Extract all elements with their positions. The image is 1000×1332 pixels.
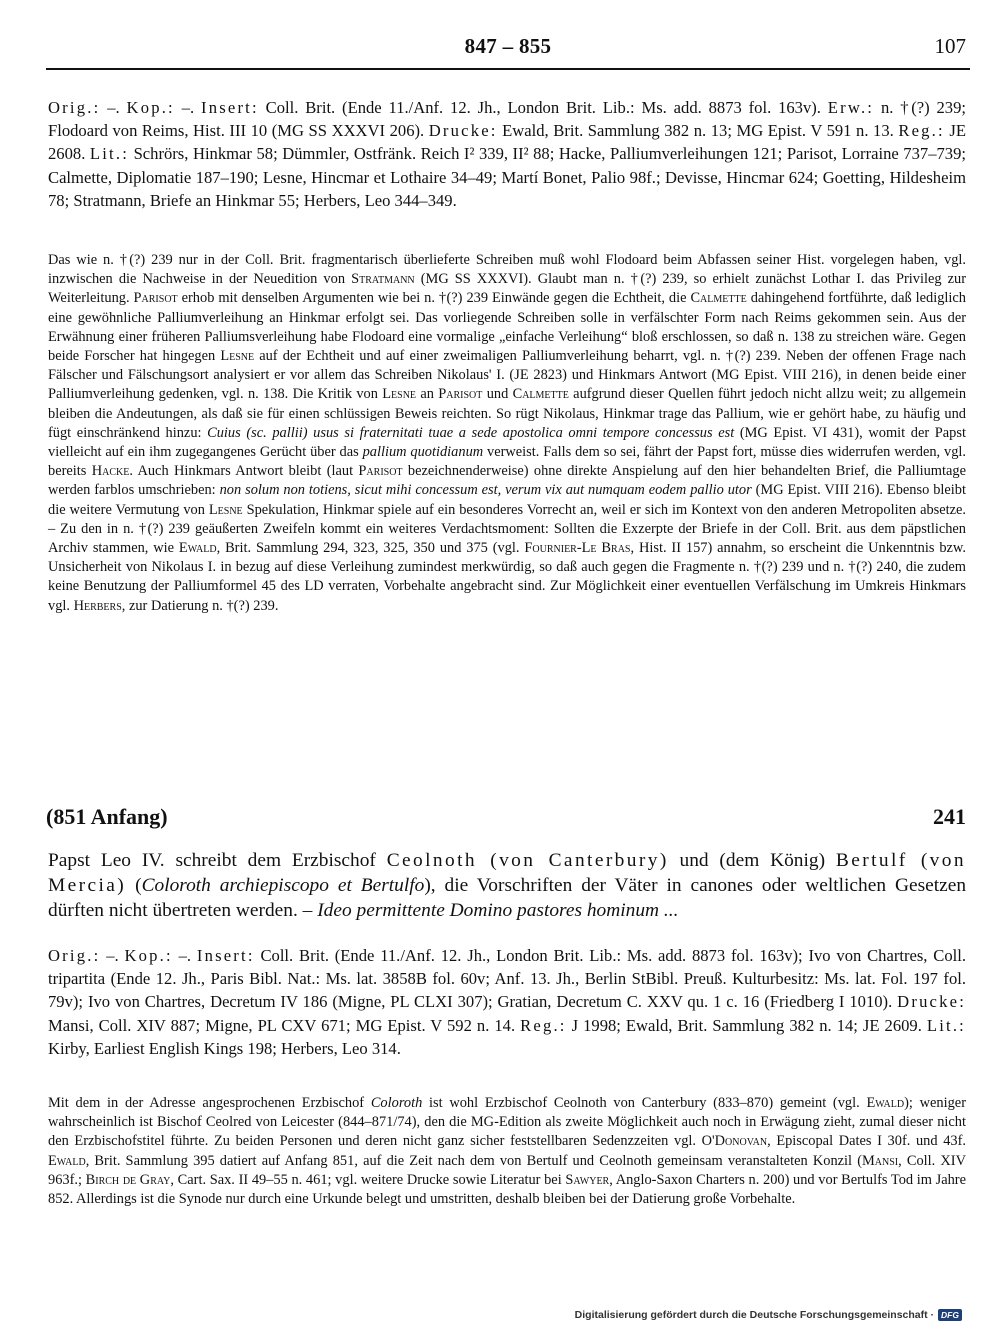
commentary-text: und bbox=[482, 386, 513, 403]
entry-number: 241 bbox=[933, 804, 966, 829]
author-name: Lesne bbox=[220, 348, 255, 365]
reg-label: Reg.: bbox=[898, 121, 945, 141]
page-number: 107 bbox=[934, 34, 966, 58]
person-name: Bertulf (von Mercia) bbox=[48, 850, 966, 896]
latin-quote: pallium quotidianum bbox=[362, 444, 484, 461]
author-name: Lesne bbox=[382, 386, 417, 403]
reg-value: JE 2608. bbox=[48, 121, 967, 164]
author-name: O'Donovan bbox=[701, 1133, 768, 1150]
regest-text: und (dem König) bbox=[668, 850, 836, 871]
kop-value: –. bbox=[172, 946, 197, 965]
commentary-text: , Coll. XIV 963f.; bbox=[48, 1152, 966, 1188]
reg-label: Reg.: bbox=[520, 1015, 567, 1035]
entry-240-sources bbox=[48, 96, 966, 212]
author-name: Birch de Gray bbox=[85, 1171, 171, 1188]
commentary-text: an bbox=[416, 386, 439, 403]
kop-label: Kop.: bbox=[124, 946, 173, 965]
incipit: Ideo permittente Domino pastores hominum ... bbox=[317, 900, 679, 921]
running-title: 847 – 855 bbox=[464, 34, 552, 58]
commentary-text: auf der Echtheit und auf einer zweimaligen Palliumverleihung beharrt, vgl. n. †(?) 239. Neben der offenen Frage nach Fälscher und Fälschungsort analysiert er vor allem das Schreiben Nikolaus' I. (JE 2823) und Hinkmars Antwort (MG Epist. VIII 216), in denen beide einer Palliumverleihung gedenken, vgl. n. 138. Die Kritik von bbox=[48, 348, 966, 403]
kop-label: Kop.: bbox=[126, 98, 175, 117]
commentary-text: , Brit. Sammlung 395 datiert auf Anfang 851, auf die Zeit nach dem von Bertulf und Ceolnoth gemeinsam veranstalteten Konzil ( bbox=[85, 1152, 862, 1169]
author-name: Lesne bbox=[208, 501, 243, 518]
insert-label: Insert: bbox=[196, 946, 255, 965]
author-name: Ewald bbox=[866, 1095, 905, 1111]
header-rule bbox=[46, 68, 970, 70]
commentary-text: bezeichnenderweise) ohne direkte Anspielung auf den hier behandelten Brief, die Palliumtage werden farblos umschrieben: bbox=[48, 463, 966, 499]
entry-241-commentary bbox=[48, 1094, 966, 1209]
author-name: Sawyer bbox=[565, 1171, 610, 1188]
latin-quote: Cuius (sc. pallii) usus si fraternitati tuae a sede apostolica omni tempore concessus est bbox=[207, 424, 735, 441]
person-name: Ceolnoth (von Canterbury) bbox=[386, 850, 669, 871]
insert-value: Coll. Brit. (Ende 11./Anf. 12. Jh., London Brit. Lib.: Ms. add. 8873 fol. 163v). bbox=[258, 98, 828, 117]
regest-text: Papst Leo IV. schreibt dem Erzbischof bbox=[48, 850, 387, 871]
insert-label: Insert: bbox=[201, 98, 259, 117]
entry-241-regest bbox=[48, 848, 966, 923]
erw-label: Erw.: bbox=[827, 98, 875, 117]
author-name: Ewald bbox=[48, 1152, 86, 1169]
entry-241-heading bbox=[46, 804, 966, 834]
commentary-text: , Cart. Sax. II 49–55 n. 461; vgl. weitere Drucke sowie Literatur bei bbox=[170, 1171, 566, 1188]
commentary-text: ist wohl Erzbischof Ceolnoth von Canterbury (833–870) gemeint (vgl. bbox=[422, 1095, 867, 1111]
commentary-text: aufgrund dieser Quellen führt jedoch nicht allzu weit; zu allgemein bleiben die Andeutungen, als daß sie für einen schlüssigen Beweis reichten. So rügt Nikolaus, Hinkmar trage das Pallium, wie er gehört habe, zu häufig und fügt einschränkend hinzu: bbox=[48, 386, 967, 441]
commentary-text: , Episcopal Dates I 30f. und 43f. bbox=[767, 1133, 966, 1150]
orig-label: Orig.: bbox=[48, 98, 101, 117]
address-quote: Coloroth archiepiscopo et Bertulfo bbox=[141, 875, 425, 896]
commentary-text: erhob mit denselben Argumenten wie bei n. †(?) 239 Einwände gegen die Echtheit, die bbox=[177, 290, 691, 307]
orig-label: Orig.: bbox=[48, 946, 101, 965]
author-name: Stratmann bbox=[351, 271, 415, 288]
latin-quote: non solum non totiens, sicut mihi concessum est, verum vix aut numquam eodem pallio utor bbox=[219, 482, 752, 499]
author-name: Herbers bbox=[73, 597, 122, 614]
dfg-logo-icon: DFG bbox=[938, 1309, 962, 1321]
author-name: Hacke bbox=[91, 463, 130, 480]
author-name: Ewald bbox=[178, 540, 217, 557]
reg-value: J 1998; Ewald, Brit. Sammlung 382 n. 14; JE 2609. bbox=[566, 1015, 927, 1035]
regest-text: ), die Vorschriften der Väter in canones oder weltlichen Gesetzen dürften nicht übertreten werden. – bbox=[48, 875, 967, 921]
commentary-text: (MG Epist. VI 431), womit der Papst vielleicht auf ein ihm zugegangenes Gerücht über das bbox=[48, 424, 966, 461]
regest-text: ( bbox=[126, 875, 142, 896]
commentary-text: Mit dem in der Adresse angesprochenen Erzbischof bbox=[48, 1095, 371, 1111]
drucke-value: Ewald, Brit. Sammlung 382 n. 13; MG Epist. V 591 n. 13. bbox=[497, 121, 899, 141]
commentary-text: . Auch Hinkmars Antwort bleibt (laut bbox=[129, 463, 359, 480]
entry-date: (851 Anfang) bbox=[46, 804, 168, 829]
commentary-text: , Brit. Sammlung 294, 323, 325, 350 und 375 (vgl. bbox=[216, 540, 525, 557]
lit-value: Kirby, Earliest English Kings 198; Herbers, Leo 314. bbox=[48, 1038, 401, 1058]
author-name: Parisot bbox=[358, 463, 403, 480]
orig-value: –. bbox=[100, 98, 127, 117]
author-name: Calmette bbox=[690, 290, 747, 307]
entry-241-sources bbox=[48, 944, 966, 1060]
latin-name: Coloroth bbox=[370, 1095, 423, 1111]
digitization-footer bbox=[575, 1309, 962, 1321]
commentary-text: ); weniger wahrscheinlich ist Bischof Ceolred von Leicester (844–871/74), den die MG-Edition als zweite Möglichkeit auch noch in Erwägung zieht, zumal dieser nicht den Erzbischofstitel führte. Zu beiden Personen und deren nicht ganz sicher feststellbaren Sedenzzeiten vgl. bbox=[48, 1095, 966, 1150]
commentary-text: Das wie n. †(?) 239 nur in der Coll. Brit. fragmentarisch überlieferte Schreiben muß wohl Flodoard beim Abfassen seiner Hist. vorgelegen haben, vgl. inzwischen die Nachweise in der Neuedition von bbox=[48, 252, 966, 288]
author-name: Mansi bbox=[862, 1152, 899, 1169]
insert-value: Coll. Brit. (Ende 11./Anf. 12. Jh., London Brit. Lib.: Ms. add. 8873 fol. 163v); Ivo von Chartres, Coll. tripartita (Ende 12. Jh., Paris Bibl. Nat.: Ms. lat. 3858B fol. 60v; Anf. 13. Jh., Berlin StBibl. Preuß. Kulturbesitz: Ms. lat. Fol. 197 fol. 79v); Ivo von Chartres, Decretum IV 186 (Migne, PL CLXI 307); Gratian, Decretum C. XXV qu. 1 c. 16 (Friedberg I 1010). bbox=[48, 946, 966, 1012]
drucke-value: Mansi, Coll. XIV 887; Migne, PL CXV 671; MG Epist. V 592 n. 14. bbox=[48, 1015, 521, 1035]
drucke-label: Drucke: bbox=[897, 992, 966, 1012]
commentary-text: verweist. Falls dem so sei, fährt der Papst fort, müsse dies widerrufen werden, vgl. bereits bbox=[48, 444, 967, 480]
author-name: Parisot bbox=[438, 386, 483, 403]
author-name: Calmette bbox=[512, 386, 569, 403]
kop-value: –. bbox=[174, 98, 202, 117]
commentary-text: dahingehend fortführte, daß lediglich eine gewöhnliche Palliumverleihung an Hinkmar erfolgt sei. Das vorliegende Schreiben solle in verfälschter Form nach Reims gekommen sein. Aus der Erwähnung einer früheren Palliumsverleihung habe Flodoard eine vormalige „einfache Verleihung“ bloß erschlossen, so daß n. 138 zu streichen wäre. Gegen beide Forscher hat hingegen bbox=[48, 290, 966, 365]
lit-label: Lit.: bbox=[89, 144, 130, 164]
footer-text: Digitalisierung gefördert durch die Deutsche Forschungsgemeinschaft · bbox=[574, 1309, 935, 1321]
erw-value: n. †(?) 239; Flodoard von Reims, Hist. III 10 (MG SS XXXVI 206). bbox=[48, 98, 967, 141]
author-name: Fournier-Le Bras bbox=[524, 540, 631, 557]
drucke-label: Drucke: bbox=[428, 121, 498, 141]
commentary-text: , Hist. II 157) annahm, so erscheint die Unkenntnis bzw. Unsicherheit von Nikolaus I. in bezug auf diese Verleihung zumindest merkwürdig, so daß auch gegen die Fragmente n. †(?) 239 und n. †(?) 240, die zudem keine Benutzung der Palliumformel 45 des LD verraten, Vorbehalte angebracht sind. Zur Möglichkeit einer eventuellen Verfälschung im Umkreis Hinkmars vgl. bbox=[48, 540, 966, 614]
orig-value: –. bbox=[100, 946, 125, 965]
commentary-text: , Anglo-Saxon Charters n. 200) und vor Bertulfs Tod im Jahre 852. Allerdings ist die Synode nur durch eine Urkunde belegt und umstritten, deshalb bleiben bei der Datierung große Vorbehalte. bbox=[48, 1171, 966, 1208]
lit-value: Schrörs, Hinkmar 58; Dümmler, Ostfränk. Reich I² 339, II² 88; Hacke, Palliumverleihungen 121; Parisot, Lorraine 737–739; Calmette, Diplomatie 187–190; Lesne, Hincmar et Lothaire 34–49; Martí Bonet, Palio 98f.; Devisse, Hincmar 624; Goetting, Hildesheim 78; Stratmann, Briefe an Hinkmar 55; Herbers, Leo 344–349. bbox=[48, 144, 966, 210]
author-name: Parisot bbox=[133, 290, 178, 307]
commentary-text: (MG SS XXXVI). Glaubt man n. †(?) 239, so erhielt zunächst Lothar I. das Privileg zur Weiterleitung. bbox=[48, 271, 966, 307]
lit-label: Lit.: bbox=[926, 1015, 966, 1035]
commentary-text: (MG Epist. VIII 216). Ebenso bleibt die weitere Vermutung von bbox=[48, 482, 966, 518]
commentary-text: , zur Datierung n. †(?) 239. bbox=[121, 597, 279, 614]
commentary-text: Spekulation, Hinkmar spiele auf ein besonderes Vorrecht an, weil er sich im Kontext von den anderen Metropoliten absetze. – Zu den in n. †(?) 239 geäußerten Zweifeln kommt ein weiteres Verdachtsmoment: Sollten die Exzerpte der Briefe in der Coll. Brit. aus dem päpstlichen Archiv stammen, wie bbox=[48, 501, 967, 557]
entry-240-commentary bbox=[48, 251, 966, 616]
running-head bbox=[46, 30, 970, 64]
